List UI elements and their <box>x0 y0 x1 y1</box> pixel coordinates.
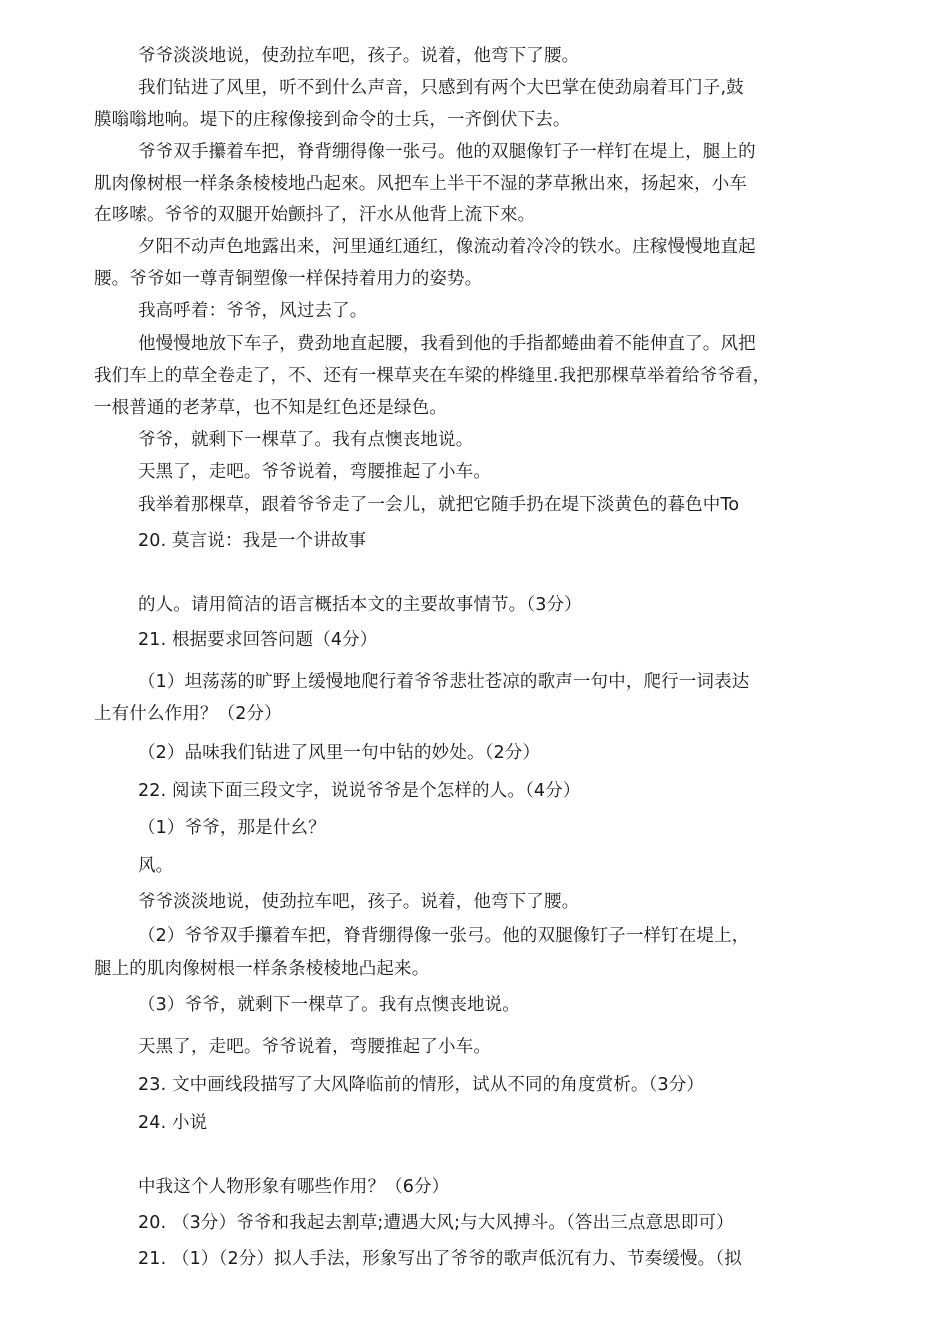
question-line: 20. 莫言说：我是一个讲故事 <box>138 531 367 551</box>
question-line: 24. 小说 <box>138 1113 208 1133</box>
paragraph-line: 夕阳不动声色地露出来，河里通红通红，像流动着冷冷的铁水。庄稼慢慢地直起 <box>138 237 756 257</box>
question-line: 中我这个人物形象有哪些作用？（6分） <box>138 1177 450 1197</box>
paragraph-line: 在哆嗦。爷爷的双腿开始颤抖了，汗水从他背上流下來。 <box>94 205 536 225</box>
paragraph-line: 天黑了，走吧。爷爷说着，弯腰推起了小车。 <box>138 462 491 482</box>
question-line: （2）爷爷双手攥着车把，脊背绷得像一张弓。他的双腿像钉子一样钉在堤上， <box>138 926 750 946</box>
paragraph-line: 我们车上的草全卷走了，不、还有一棵草夹在车梁的桦缝里.我把那棵草举着给爷爷看， <box>94 366 771 386</box>
paragraph-line: 我们钻进了风里，听不到什么声音，只感到有两个大巴掌在使劲扇着耳门子,鼓 <box>138 78 744 98</box>
paragraph-line: 一根普通的老茅草，也不知是红色还是绿色。 <box>94 398 447 418</box>
paragraph-line: 膜嗡嗡地响。堤下的庄稼像接到命令的士兵，一齐倒伏下去。 <box>94 110 571 130</box>
question-line: （2）品味我们钻进了风里一句中钻的妙处。（2分） <box>138 743 541 763</box>
question-line: 21. 根据要求回答问题（4分） <box>138 630 378 650</box>
question-line: 风。 <box>138 856 174 876</box>
question-line: （1）爷爷，那是什幺？ <box>138 818 326 838</box>
question-line: 23. 文中画线段描写了大风降临前的情形，试从不同的角度赏析。（3分） <box>138 1075 705 1095</box>
question-line: 爷爷淡淡地说，使劲拉车吧，孩子。说着，他弯下了腰。 <box>138 892 580 912</box>
paragraph-line: 我高呼着：爷爷，风过去了。 <box>138 301 368 321</box>
question-line: 22. 阅读下面三段文字，说说爷爷是个怎样的人。（4分） <box>138 781 581 801</box>
question-line: 上有什么作用？（2分） <box>94 704 282 724</box>
paragraph-line: 爷爷，就剩下一棵草了。我有点懊丧地说。 <box>138 430 474 450</box>
paragraph-line: 爷爷淡淡地说，使劲拉车吧，孩子。说着，他弯下了腰。 <box>138 46 580 66</box>
question-line: （1）坦荡荡的旷野上缓慢地爬行着爷爷悲壮苍凉的歌声一句中，爬行一词表达 <box>138 672 750 692</box>
question-line: 天黑了，走吧。爷爷说着，弯腰推起了小车。 <box>138 1037 491 1057</box>
paragraph-line: 腰。爷爷如一尊青铜塑像一样保持着用力的姿势。 <box>94 269 483 289</box>
paragraph-line: 肌肉像树根一样条条棱棱地凸起來。风把车上半干不湿的茅草揪出來，扬起來，小车 <box>94 174 748 194</box>
question-line: （3）爷爷，就剩下一棵草了。我有点懊丧地说。 <box>138 995 520 1015</box>
answer-line: 21. （1）（2分）拟人手法，形象写出了爷爷的歌声低沉有力、节奏缓慢。（拟 <box>138 1249 742 1269</box>
paragraph-line: 爷爷双手攥着车把，脊背绷得像一张弓。他的双腿像钉子一样钉在堤上，腿上的 <box>138 142 756 162</box>
paragraph-line: 他慢慢地放下车子，费劲地直起腰，我看到他的手指都蜷曲着不能伸直了。风把 <box>138 334 756 354</box>
answer-line: 20. （3分）爷爷和我起去割草;遭遇大风;与大风搏斗。（答出三点意思即可） <box>138 1213 734 1233</box>
question-line: 的人。请用简洁的语言概括本文的主要故事情节。（3分） <box>138 595 582 615</box>
paragraph-line: 我举着那棵草，跟着爷爷走了一会儿，就把它随手扔在堤下淡黄色的暮色中To <box>138 495 740 515</box>
question-line: 腿上的肌肉像树根一样条条棱棱地凸起来。 <box>94 959 430 979</box>
